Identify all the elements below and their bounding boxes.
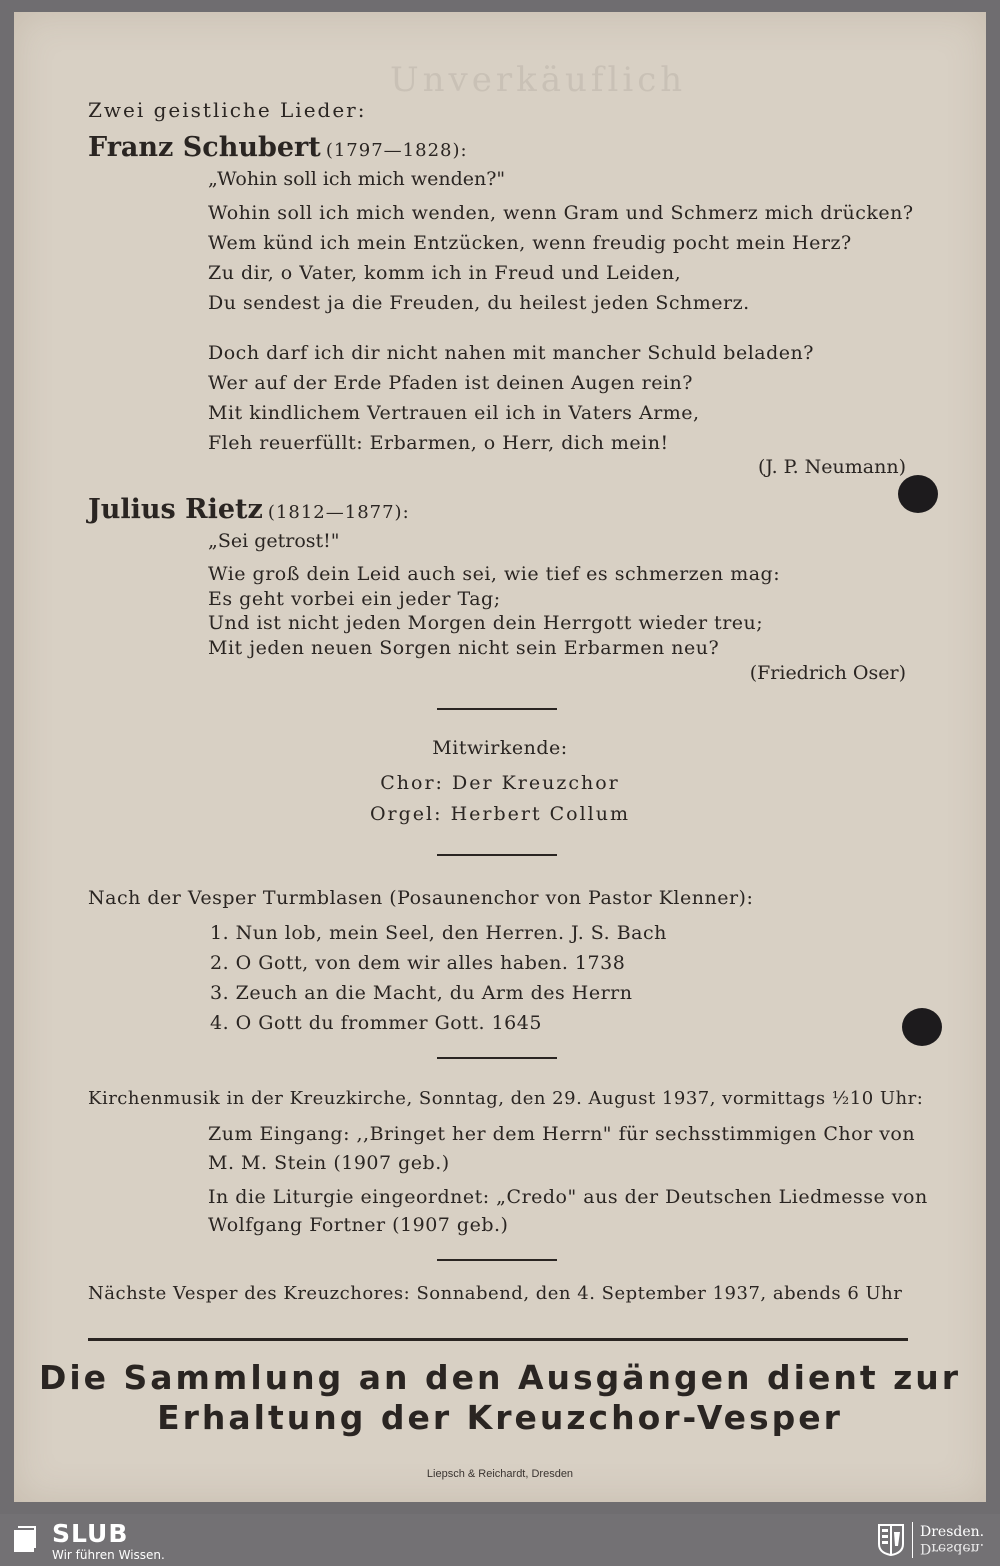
tower-music-item: 4. O Gott du frommer Gott. 1645	[210, 1012, 542, 1034]
song2-verse-line: Und ist nicht jeden Morgen dein Herrgott wieder treu;	[208, 612, 764, 634]
slub-brand[interactable]: SLUB	[52, 1519, 129, 1548]
punch-hole-bottom	[902, 1008, 942, 1046]
tower-music-item: 2. O Gott, von dem wir alles haben. 1738	[210, 952, 626, 974]
song1-dates: (1797—1828):	[325, 140, 468, 161]
song2-dates: (1812—1877):	[267, 502, 410, 523]
song2-verse-line: Mit jeden neuen Sorgen nicht sein Erbarmen neu?	[208, 637, 720, 659]
printer-imprint: Liepsch & Reichardt, Dresden	[426, 1468, 574, 1480]
song1-verse-line: Wer auf der Erde Pfaden ist deinen Augen rein?	[208, 372, 693, 394]
song1-title: „Wohin soll ich mich wenden?"	[208, 168, 506, 190]
song2-composer: Julius Rietz	[88, 494, 263, 525]
liturgy-line: Wolfgang Fortner (1907 geb.)	[208, 1214, 509, 1236]
song2-verse-line: Wie groß dein Leid auch sei, wie tief es schmerzen mag:	[208, 563, 781, 585]
dresden-name-mirror: Dresden.	[920, 1540, 985, 1556]
tower-music-item: 3. Zeuch an die Macht, du Arm des Herrn	[210, 982, 633, 1004]
divider	[437, 708, 557, 710]
footer-bar	[0, 1514, 1000, 1566]
entrance-line: Zum Eingang: ,,Bringet her dem Herrn" für sechsstimmigen Chor von	[208, 1123, 916, 1145]
church-music-heading: Kirchenmusik in der Kreuzkirche, Sonntag, den 29. August 1937, vormittags ½10 Uhr:	[88, 1088, 924, 1109]
song1-verse-line: Wohin soll ich mich wenden, wenn Gram und Schmerz mich drücken?	[208, 202, 914, 224]
entrance-line: M. M. Stein (1907 geb.)	[208, 1152, 450, 1174]
song2-poet: (Friedrich Oser)	[749, 662, 906, 684]
slub-logo-icon[interactable]	[12, 1524, 38, 1554]
dresden-crest-icon[interactable]	[878, 1524, 904, 1556]
collection-banner-line2: Erhaltung der Kreuzchor-Vesper	[157, 1398, 843, 1437]
song1-verse-line: Du sendest ja die Freuden, du heilest jeden Schmerz.	[208, 292, 750, 314]
dresden-name: Dresden.	[920, 1524, 985, 1540]
thick-divider	[88, 1338, 908, 1341]
footer-separator	[912, 1522, 913, 1558]
liturgy-line: In die Liturgie eingeordnet: „Credo" aus der Deutschen Liedmesse von	[208, 1186, 928, 1208]
bleed-through-text: Unverkäuflich	[390, 60, 687, 100]
divider	[437, 1259, 557, 1261]
song1-verse-line: Zu dir, o Vater, komm ich in Freud und Leiden,	[208, 262, 682, 284]
song1-header	[88, 132, 468, 163]
collection-banner-line1: Die Sammlung an den Ausgängen dient zur	[38, 1358, 962, 1397]
after-vesper-heading: Nach der Vesper Turmblasen (Posaunenchor von Pastor Klenner):	[88, 887, 754, 909]
slub-tagline: Wir führen Wissen.	[52, 1548, 165, 1562]
performers-organ: Orgel: Herbert Collum	[369, 803, 631, 825]
song1-composer: Franz Schubert	[88, 132, 321, 163]
song2-title: „Sei getrost!"	[208, 530, 340, 552]
performers-choir: Chor: Der Kreuzchor	[380, 772, 620, 794]
dresden-wordmark[interactable]	[920, 1524, 984, 1556]
song2-header	[88, 494, 410, 525]
song1-poet: (J. P. Neumann)	[758, 456, 906, 478]
next-vesper: Nächste Vesper des Kreuzchores: Sonnabend, den 4. September 1937, abends 6 Uhr	[88, 1283, 903, 1304]
tower-music-item: 1. Nun lob, mein Seel, den Herren. J. S. Bach	[210, 922, 667, 944]
punch-hole-top	[898, 475, 938, 513]
performers-heading: Mitwirkende:	[432, 737, 568, 759]
song2-verse-line: Es geht vorbei ein jeder Tag;	[208, 588, 501, 610]
section-heading: Zwei geistliche Lieder:	[88, 98, 367, 122]
song1-verse-line: Wem künd ich mein Entzücken, wenn freudig pocht mein Herz?	[208, 232, 852, 254]
divider	[437, 854, 557, 856]
song1-verse-line: Fleh reuerfüllt: Erbarmen, o Herr, dich mein!	[208, 432, 669, 454]
song1-verse-line: Doch darf ich dir nicht nahen mit mancher Schuld beladen?	[208, 342, 814, 364]
divider	[437, 1057, 557, 1059]
song1-verse-line: Mit kindlichem Vertrauen eil ich in Vaters Arme,	[208, 402, 700, 424]
